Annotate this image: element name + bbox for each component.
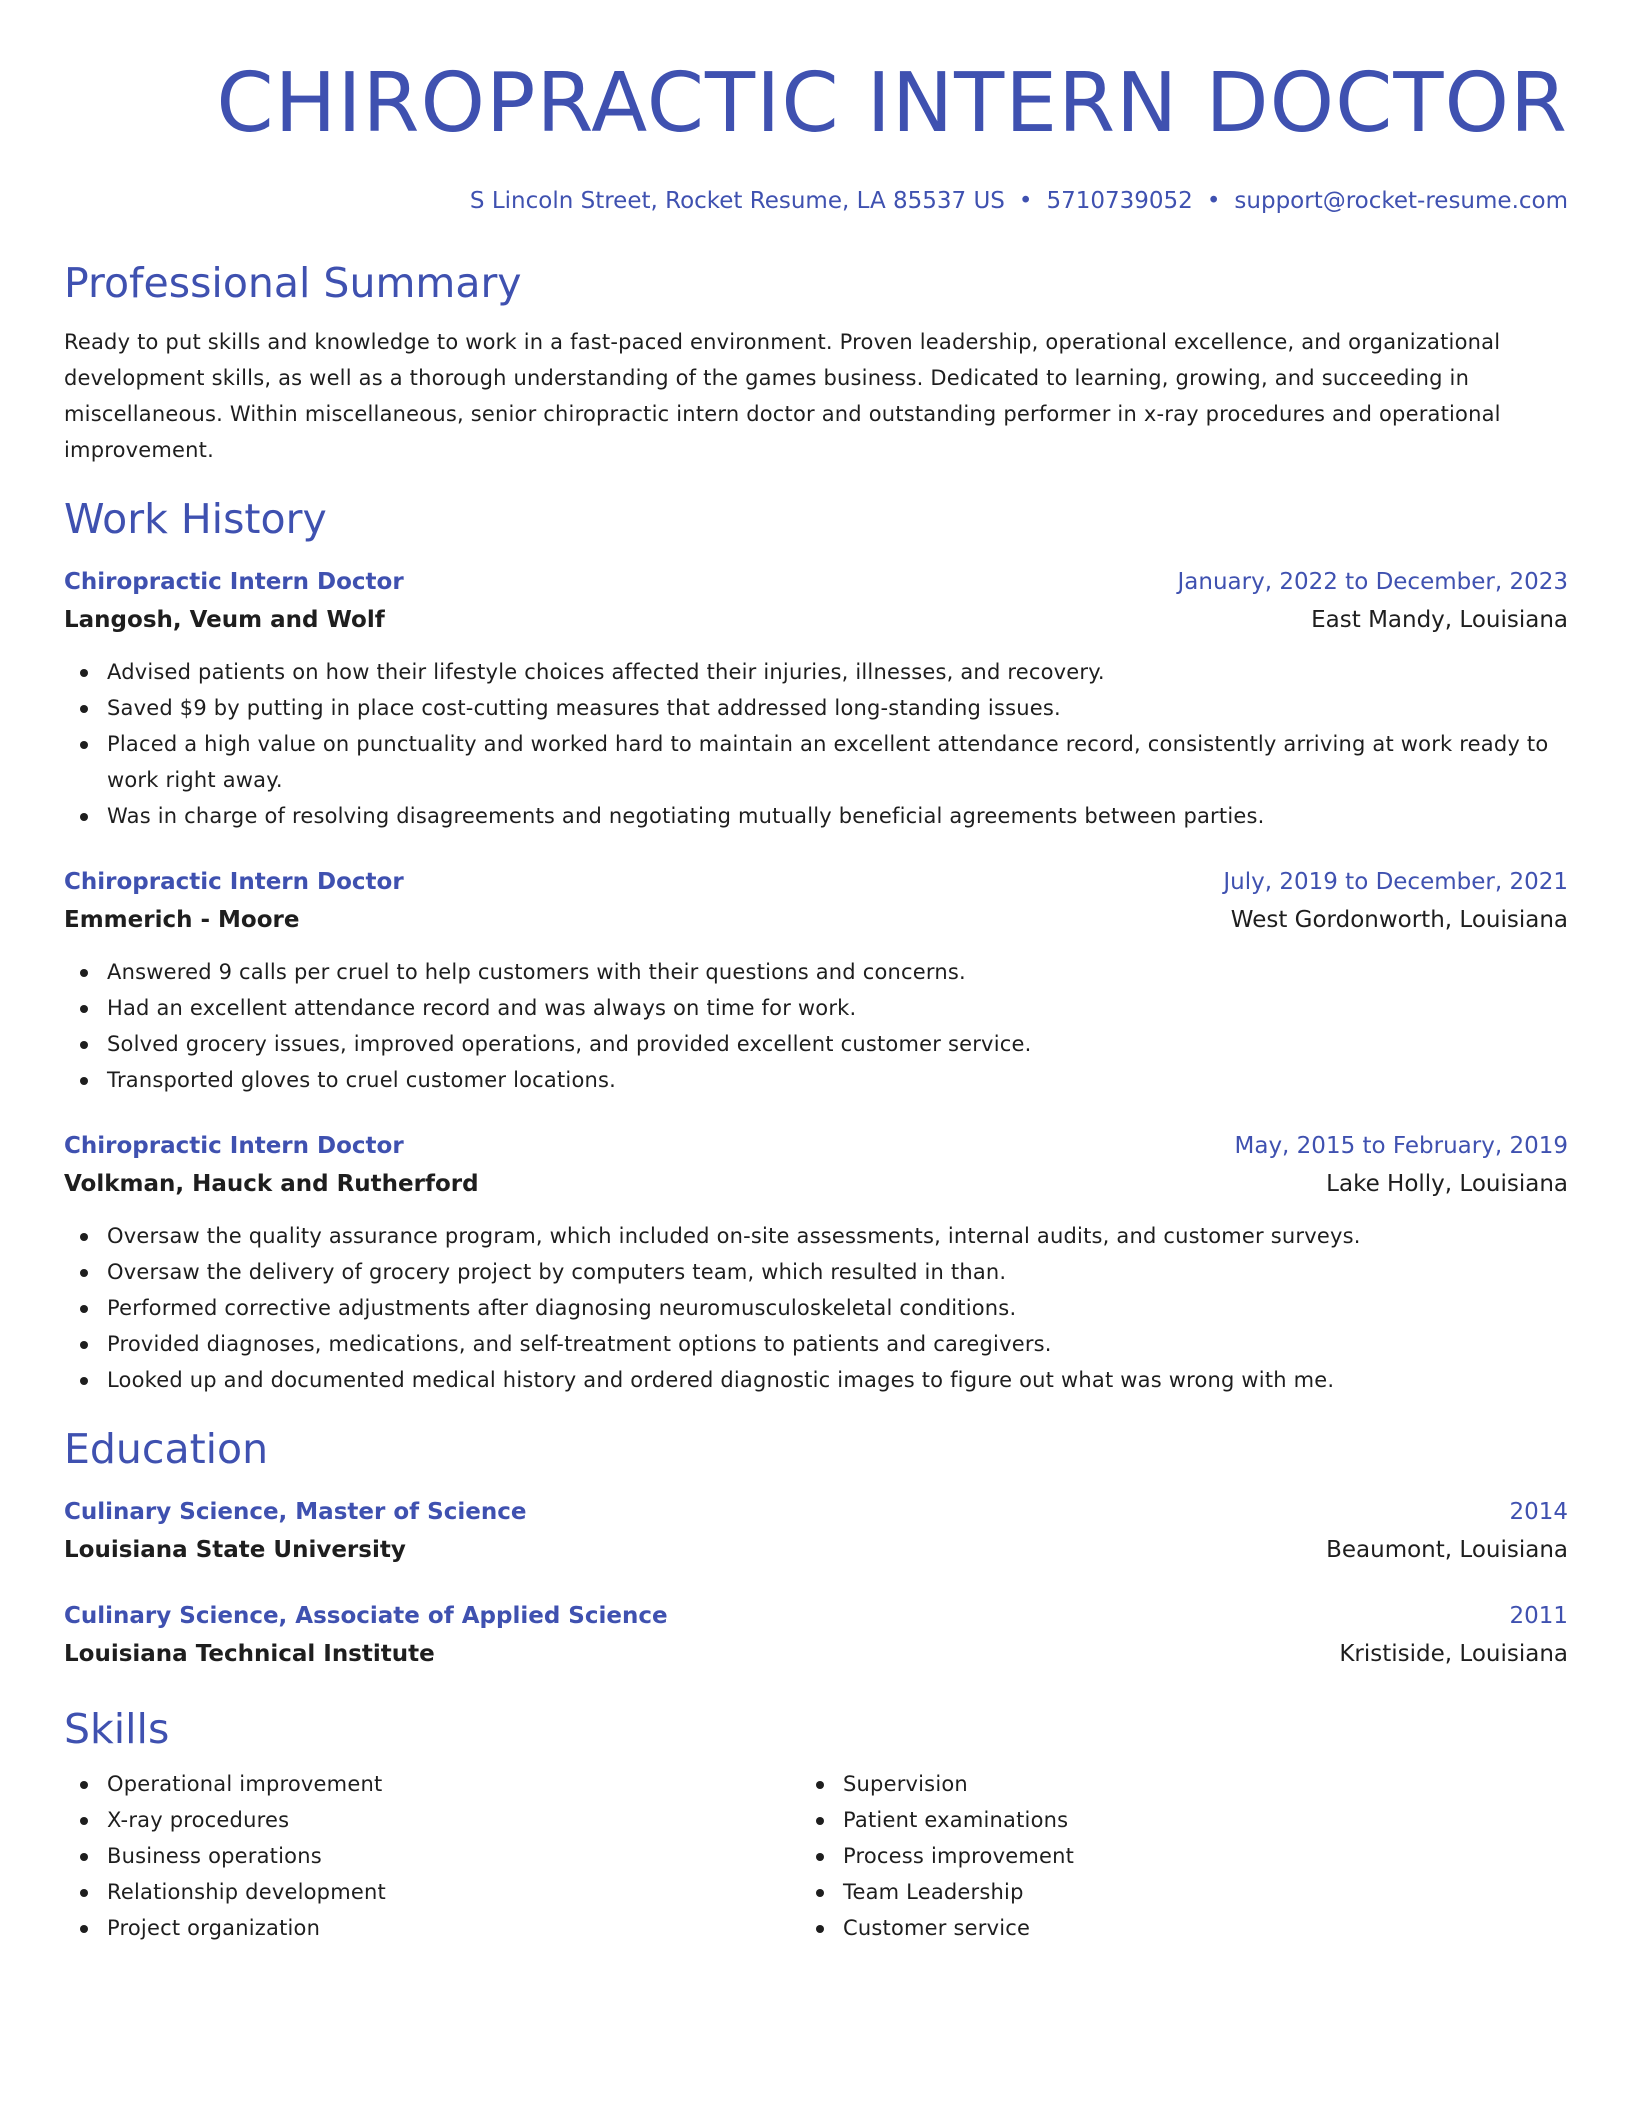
skill-item: Customer service <box>843 1910 1536 1946</box>
summary-heading: Professional Summary <box>64 259 522 307</box>
job-duty: Transported gloves to cruel customer locations. <box>107 1062 1568 1098</box>
skill-item: X-ray procedures <box>107 1802 800 1838</box>
skill-item: Project organization <box>107 1910 800 1946</box>
job-duties <box>64 654 1568 834</box>
education-school: Louisiana State University <box>64 1537 406 1563</box>
skill-item: Operational improvement <box>107 1766 800 1802</box>
job-duty: Provided diagnoses, medications, and self-treatment options to patients and caregivers. <box>107 1326 1568 1362</box>
job-location: East Mandy, Louisiana <box>1311 607 1568 633</box>
work-history-heading: Work History <box>64 495 327 543</box>
job-duties <box>64 954 1568 1098</box>
job-entry <box>64 864 1568 1098</box>
skill-item: Team Leadership <box>843 1874 1536 1910</box>
contact-address: S Lincoln Street, Rocket Resume, LA 85537 US <box>469 188 1005 214</box>
job-role: Chiropractic Intern Doctor <box>64 869 404 895</box>
job-duty: Was in charge of resolving disagreements and negotiating mutually beneficial agreements between parties. <box>107 798 1568 834</box>
education-entry <box>64 1598 1568 1674</box>
job-location: West Gordonworth, Louisiana <box>1230 907 1568 933</box>
job-dates: May, 2015 to February, 2019 <box>1234 1133 1568 1159</box>
education-school: Louisiana Technical Institute <box>64 1641 435 1667</box>
education-heading: Education <box>64 1425 269 1473</box>
job-duty: Solved grocery issues, improved operations, and provided excellent customer service. <box>107 1026 1568 1062</box>
education-degree: Culinary Science, Master of Science <box>64 1499 527 1525</box>
skills-column-left <box>64 1766 800 1946</box>
job-duty: Performed corrective adjustments after diagnosing neuromusculoskeletal conditions. <box>107 1290 1568 1326</box>
job-company: Emmerich - Moore <box>64 907 300 933</box>
education-entry <box>64 1494 1568 1570</box>
resume-name: CHIROPRACTIC INTERN DOCTOR <box>216 56 1568 151</box>
skills-heading: Skills <box>64 1705 170 1753</box>
job-company: Volkman, Hauck and Rutherford <box>64 1171 479 1197</box>
job-duty: Placed a high value on punctuality and worked hard to maintain an excellent attendance record, consistently arriving at work ready to work right away. <box>107 726 1568 798</box>
job-dates: January, 2022 to December, 2023 <box>1177 569 1568 595</box>
job-role: Chiropractic Intern Doctor <box>64 569 404 595</box>
job-duty: Had an excellent attendance record and was always on time for work. <box>107 990 1568 1026</box>
job-location: Lake Holly, Louisiana <box>1326 1171 1568 1197</box>
skill-item: Business operations <box>107 1838 800 1874</box>
job-duty: Saved $9 by putting in place cost-cutting measures that addressed long-standing issues. <box>107 690 1568 726</box>
summary-text: Ready to put skills and knowledge to work in a fast-paced environment. Proven leadership, operational excellence, and organizational development skills, as well as a thorough understanding of the games business. Dedicated to learning, growing, and succeeding in miscellaneous. Within miscellaneous, senior chiropractic intern doctor and outstanding performer in x-ray procedures and operational improvement. <box>64 330 1501 462</box>
contact-email: support@rocket-resume.com <box>1234 188 1568 214</box>
skill-item: Patient examinations <box>843 1802 1536 1838</box>
education-location: Beaumont, Louisiana <box>1326 1537 1568 1563</box>
job-role: Chiropractic Intern Doctor <box>64 1133 404 1159</box>
job-duty: Oversaw the quality assurance program, which included on-site assessments, internal audits, and customer surveys. <box>107 1218 1568 1254</box>
education-location: Kristiside, Louisiana <box>1339 1641 1568 1667</box>
education-year: 2011 <box>1509 1603 1568 1629</box>
job-duties <box>64 1218 1568 1398</box>
job-entry <box>64 564 1568 834</box>
skills-list <box>64 1766 1568 1946</box>
job-entry <box>64 1128 1568 1398</box>
contact-line <box>64 184 1568 218</box>
skill-item: Process improvement <box>843 1838 1536 1874</box>
job-duty: Advised patients on how their lifestyle choices affected their injuries, illnesses, and recovery. <box>107 654 1568 690</box>
education-year: 2014 <box>1509 1499 1568 1525</box>
education-degree: Culinary Science, Associate of Applied Science <box>64 1603 668 1629</box>
skill-item: Supervision <box>843 1766 1536 1802</box>
skills-column-right <box>800 1766 1536 1946</box>
contact-separator: • <box>1206 188 1221 214</box>
job-dates: July, 2019 to December, 2021 <box>1223 869 1568 895</box>
skill-item: Relationship development <box>107 1874 800 1910</box>
job-company: Langosh, Veum and Wolf <box>64 607 385 633</box>
job-duty: Looked up and documented medical history and ordered diagnostic images to figure out what was wrong with me. <box>107 1362 1568 1398</box>
job-duty: Oversaw the delivery of grocery project by computers team, which resulted in than. <box>107 1254 1568 1290</box>
contact-phone: 5710739052 <box>1046 188 1193 214</box>
contact-separator: • <box>1018 188 1033 214</box>
job-duty: Answered 9 calls per cruel to help customers with their questions and concerns. <box>107 954 1568 990</box>
